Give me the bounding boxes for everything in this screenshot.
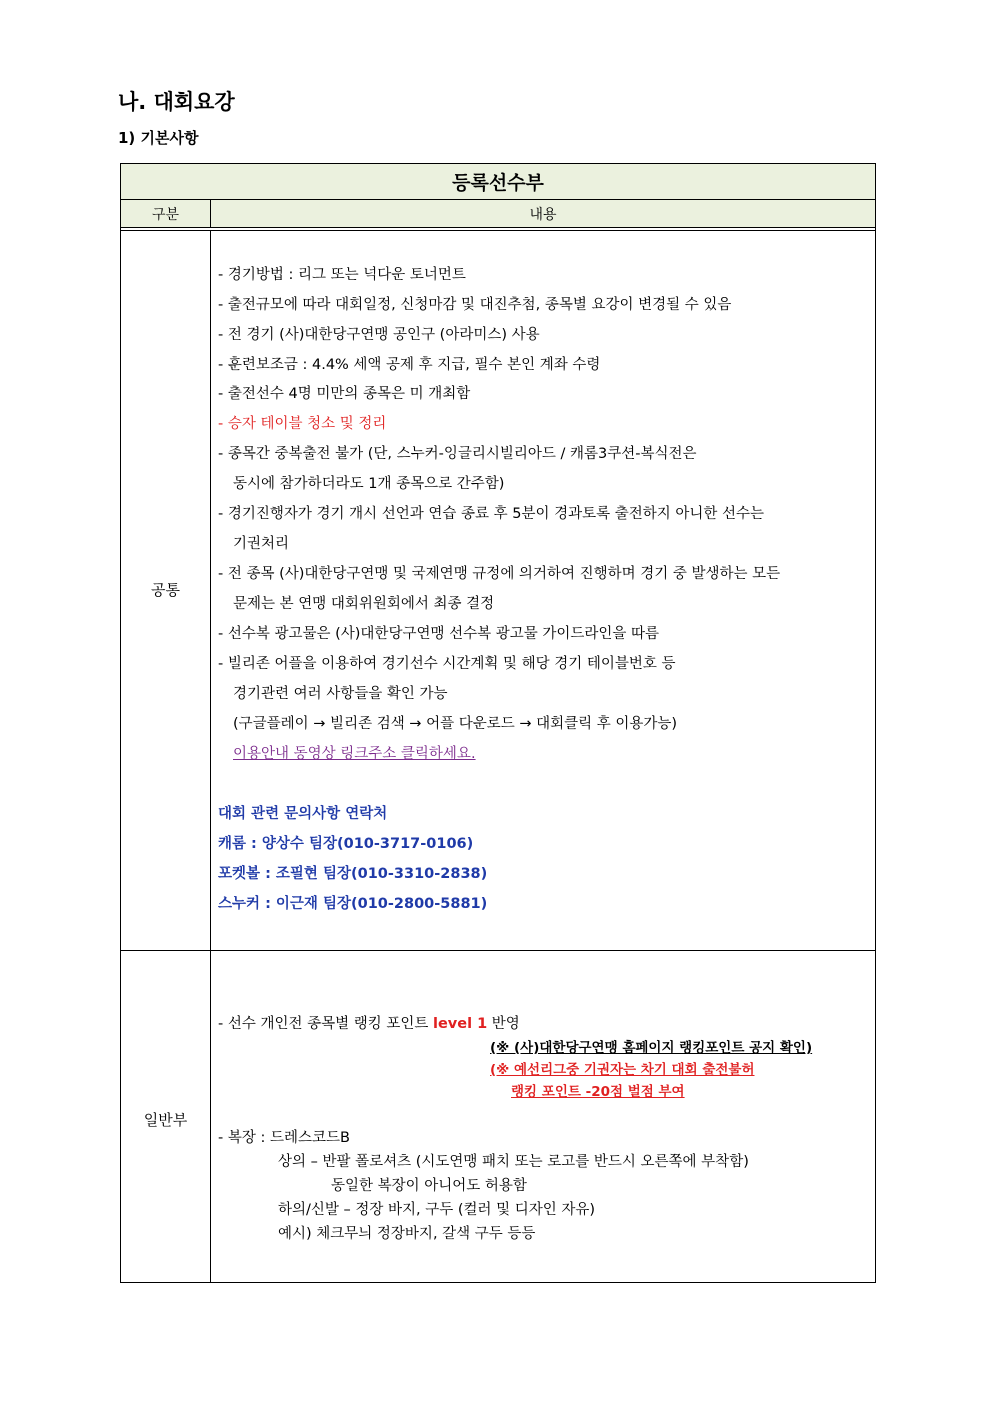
rule-line-highlight: - 승자 테이블 청소 및 정리 <box>218 416 387 432</box>
rule-line: - 빌리존 어플을 이용하여 경기선수 시간계획 및 해당 경기 테이블번호 등 <box>218 656 676 672</box>
rule-line: - 경기방법 : 리그 또는 넉다운 토너먼트 <box>218 267 466 283</box>
rule-line: - 훈련보조금 : 4.4% 세액 공제 후 지급, 필수 본인 계좌 수령 <box>218 357 601 373</box>
ranking-line <box>218 1014 520 1034</box>
contact-pocketball: 포켓볼 : 조필현 팀장(010-3310-2838) <box>218 866 488 882</box>
ranking-note-withdrawal: (※ 예선리그중 기권자는 차기 대회 출전불허 <box>490 1062 755 1078</box>
table-title: 등록선수부 <box>121 164 875 200</box>
rule-line: - 선수복 광고물은 (사)대한당구연맹 선수복 광고물 가이드라인을 따름 <box>218 626 660 642</box>
ranking-level: level 1 <box>432 1016 488 1032</box>
row-divider <box>121 950 875 951</box>
rules-table <box>120 163 876 1283</box>
ranking-note-penalty: 랭킹 포인트 -20점 벌점 부여 <box>511 1084 685 1100</box>
rule-line: - 전 경기 (사)대한당구연맹 공인구 (아라미스) 사용 <box>218 327 540 343</box>
section-heading: 나. 대회요강 <box>118 90 235 114</box>
rule-line: 경기관련 여러 사항들을 확인 가능 <box>233 686 448 702</box>
category-general: 일반부 <box>143 1111 188 1129</box>
rule-line: (구글플레이 → 빌리존 검색 → 어플 다운로드 → 대회클릭 후 이용가능) <box>233 716 678 732</box>
header-content: 내용 <box>529 207 557 223</box>
dress-line: 하의/신발 – 정장 바지, 구두 (컬러 및 디자인 자유) <box>278 1202 596 1218</box>
rule-line: 동시에 참가하더라도 1개 종목으로 간주함) <box>233 476 505 492</box>
category-common: 공통 <box>151 581 180 599</box>
contact-carom: 캐롬 : 양상수 팀장(010-3717-0106) <box>218 836 474 852</box>
rule-line: - 출전선수 4명 미만의 종목은 미 개최함 <box>218 386 471 402</box>
contact-title: 대회 관련 문의사항 연락처 <box>218 806 388 822</box>
dress-line: 상의 – 반팔 폴로셔츠 (시도연맹 패치 또는 로고를 반드시 오른쪽에 부착함) <box>278 1154 749 1170</box>
dress-line: 동일한 복장이 아니어도 허용함 <box>331 1178 527 1194</box>
rule-line: - 전 종목 (사)대한당구연맹 및 국제연맹 규정에 의거하여 진행하며 경기 중 발생하는 모든 <box>218 566 781 582</box>
rule-line: 문제는 본 연맹 대회위원회에서 최종 결정 <box>233 596 495 612</box>
rule-line: - 출전규모에 따라 대회일정, 신청마감 및 대진추첨, 종목별 요강이 변경될 수 있음 <box>218 297 732 313</box>
header-divider <box>121 227 875 231</box>
rule-line: 기권처리 <box>233 536 290 552</box>
contact-snooker: 스누커 : 이근재 팀장(010-2800-5881) <box>218 896 488 912</box>
ranking-suffix: 반영 <box>487 1016 520 1032</box>
dress-line: 예시) 체크무늬 정장바지, 갈색 구두 등등 <box>278 1226 536 1242</box>
subsection-heading: 1) 기본사항 <box>118 129 199 147</box>
rule-line: - 종목간 중복출전 불가 (단, 스누커-잉글리시빌리아드 / 캐롬3쿠션-복식전은 <box>218 446 697 462</box>
video-guide-link[interactable]: 이용안내 동영상 링크주소 클릭하세요. <box>233 746 476 762</box>
ranking-prefix: - 선수 개인전 종목별 랭킹 포인트 <box>218 1016 433 1032</box>
header-category: 구분 <box>121 200 211 228</box>
ranking-note-homepage: (※ (사)대한당구연맹 홈페이지 랭킹포인트 공지 확인) <box>490 1040 813 1056</box>
rule-line: - 경기진행자가 경기 개시 선언과 연습 종료 후 5분이 경과토록 출전하지 아니한 선수는 <box>218 506 765 522</box>
column-divider <box>210 231 211 1282</box>
dress-code-title: - 복장 : 드레스코드B <box>218 1130 350 1146</box>
table-header-row <box>121 200 875 228</box>
